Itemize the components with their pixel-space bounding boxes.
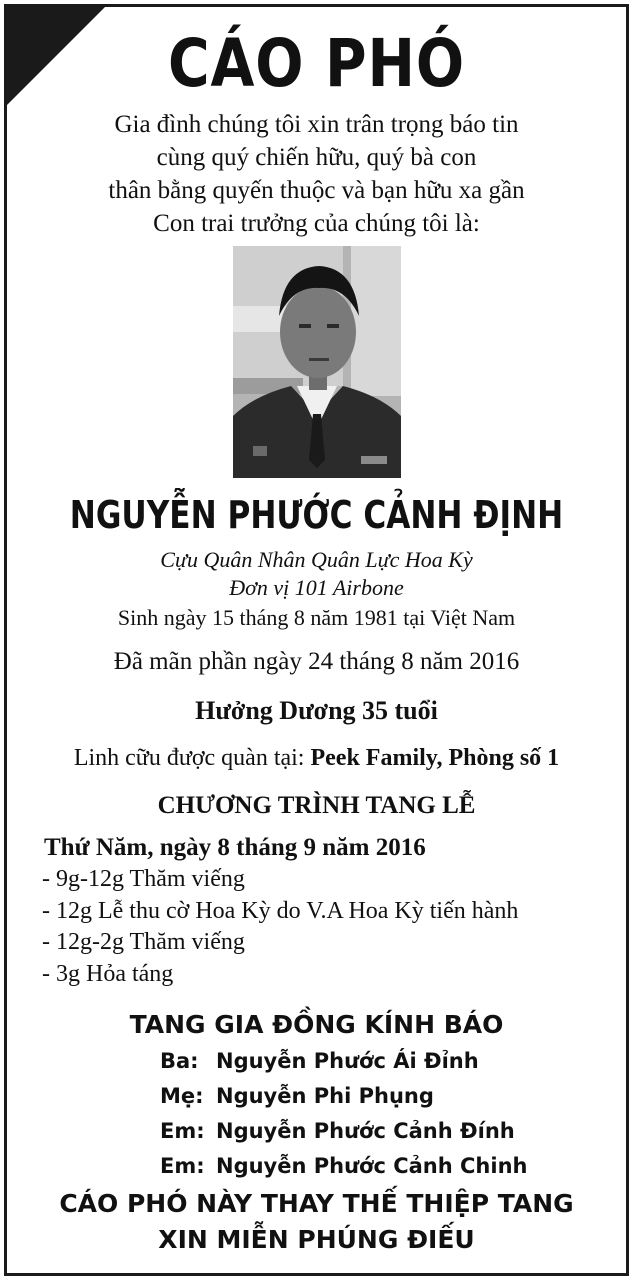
closing-line: XIN MIỄN PHÚNG ĐIẾU xyxy=(158,1225,475,1254)
program-title: CHƯƠNG TRÌNH TANG LỄ xyxy=(157,792,476,819)
notice-title: CÁO PHÓ xyxy=(168,25,465,102)
family-member-name: Nguyễn Phước Cảnh Đính xyxy=(216,1119,515,1143)
family-member xyxy=(160,1044,600,1079)
family-list xyxy=(160,1044,600,1184)
family-relation: Em: xyxy=(160,1154,205,1178)
family-relation: Mẹ: xyxy=(160,1084,204,1108)
family-member-name: Nguyễn Phước Cảnh Chinh xyxy=(216,1154,528,1178)
funeral-location xyxy=(0,742,633,774)
family-member xyxy=(160,1149,600,1184)
intro-text xyxy=(0,108,633,240)
funeral-location-place: Peek Family, Phòng số 1 xyxy=(310,745,560,771)
funeral-schedule xyxy=(42,832,623,990)
family-member-name: Nguyễn Phi Phụng xyxy=(216,1084,434,1108)
family-relation: Ba: xyxy=(160,1049,199,1073)
intro-line: thân bằng quyến thuộc và bạn hữu xa gần xyxy=(108,177,525,204)
deceased-name: NGUYỄN PHƯỚC CẢNH ĐỊNH xyxy=(69,493,564,537)
family-member-name: Nguyễn Phước Ái Đỉnh xyxy=(216,1049,479,1073)
intro-line: cùng quý chiến hữu, quý bà con xyxy=(156,144,477,171)
family-member xyxy=(160,1114,600,1149)
schedule-item: - 12g Lễ thu cờ Hoa Kỳ do V.A Hoa Kỳ tiến hành xyxy=(42,897,519,924)
age-info: Hưởng Dương 35 tuổi xyxy=(195,696,438,725)
schedule-item: - 12g-2g Thăm viếng xyxy=(42,929,245,955)
closing-line: CÁO PHÓ NÀY THAY THẾ THIỆP TANG xyxy=(59,1189,574,1218)
unit-line: Đơn vị 101 Airbone xyxy=(229,575,404,600)
schedule-item: - 3g Hỏa táng xyxy=(42,960,174,987)
schedule-item: - 9g-12g Thăm viếng xyxy=(42,866,245,892)
intro-line: Gia đình chúng tôi xin trân trọng báo tin xyxy=(114,111,519,138)
portrait-photo-icon xyxy=(233,246,401,478)
family-member xyxy=(160,1079,600,1114)
service-details xyxy=(0,546,633,602)
closing-statement xyxy=(0,1186,633,1258)
schedule-date: Thứ Năm, ngày 8 tháng 9 năm 2016 xyxy=(44,834,426,861)
family-relation: Em: xyxy=(160,1119,205,1143)
family-title: TANG GIA ĐỒNG KÍNH BÁO xyxy=(129,1010,504,1039)
service-line: Cựu Quân Nhân Quân Lực Hoa Kỳ xyxy=(160,547,473,572)
funeral-location-prefix: Linh cữu được quàn tại: xyxy=(73,745,305,771)
death-info: Đã mãn phần ngày 24 tháng 8 năm 2016 xyxy=(113,648,520,675)
portrait-photo xyxy=(233,246,401,478)
birth-info: Sinh ngày 15 tháng 8 năm 1981 tại Việt Nam xyxy=(117,605,516,630)
intro-line: Con trai trưởng của chúng tôi là: xyxy=(153,210,480,237)
